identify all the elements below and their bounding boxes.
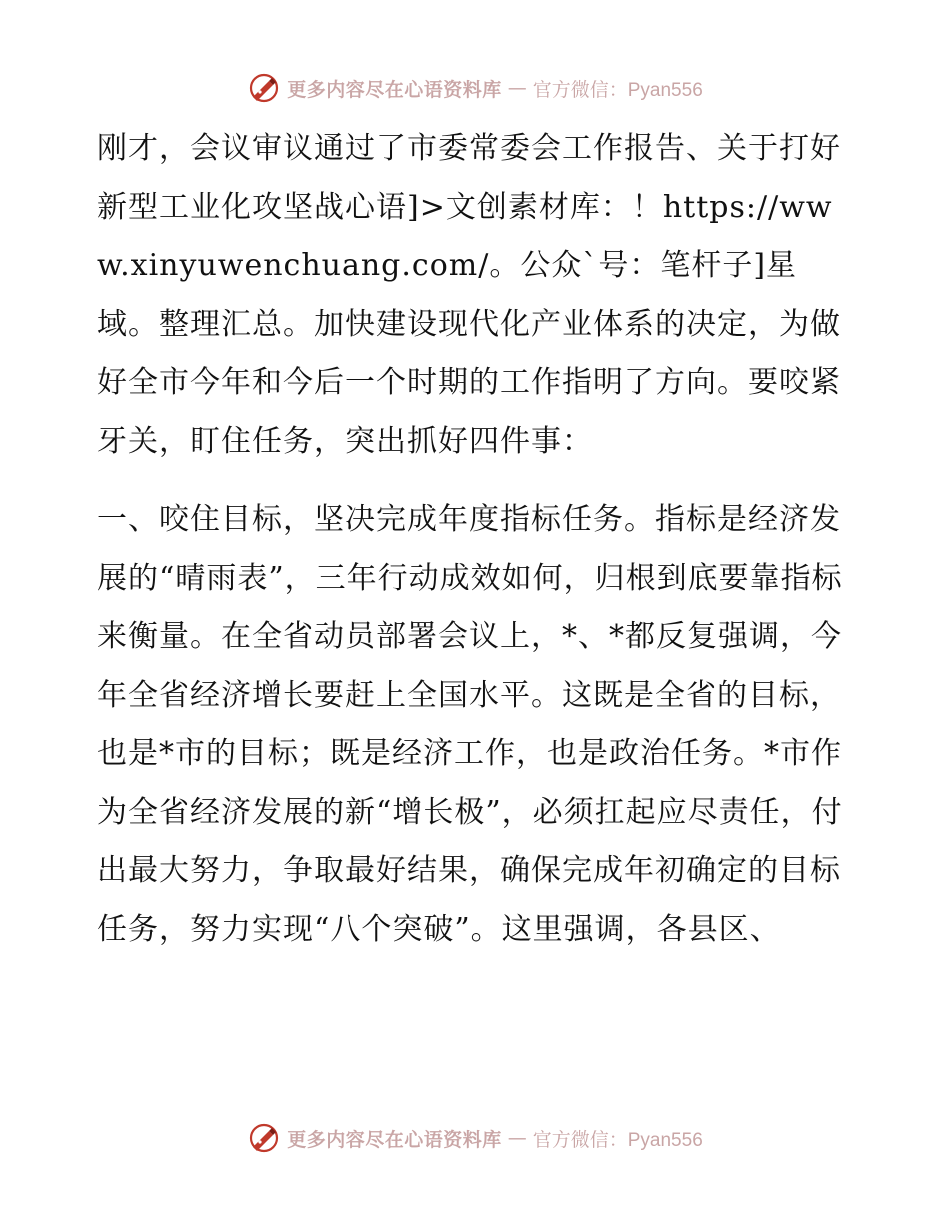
header-banner-text: 更多内容尽在心语资料库 xyxy=(287,78,502,101)
paragraph-intro: 刚才，会议审议通过了市委常委会工作报告、关于打好新型工业化攻坚战心语]>文创素材库：！https://www.xinyuwenchuang.com/。公众`号：笔杆子]星域。整理汇总。加快建设现代化产业体系的决定，为做好全市今年和今后一个时期的工作指明了方向。要咬紧牙关，盯住任务，突出抓好四件事： xyxy=(97,131,841,459)
header-banner-wechat: 官方微信：Pyan556 xyxy=(532,79,703,101)
footer-banner-text: 更多内容尽在心语资料库 xyxy=(287,1128,502,1151)
footer-banner-separator: — xyxy=(507,1127,527,1149)
pen-logo-icon xyxy=(247,1121,281,1155)
document-body xyxy=(97,120,857,959)
footer-banner-wechat: 官方微信：Pyan556 xyxy=(532,1129,703,1151)
header-banner-separator: — xyxy=(507,77,527,99)
header-banner xyxy=(0,68,950,108)
footer-banner xyxy=(0,1118,950,1158)
pen-logo-icon xyxy=(247,71,281,105)
paragraph-section-one: 一、咬住目标，坚决完成年度指标任务。指标是经济发展的“晴雨表”，三年行动成效如何，归根到底要靠指标来衡量。在全省动员部署会议上，*、*都反复强调，今年全省经济增长要赶上全国水平。这既是全省的目标，也是*市的目标；既是经济工作，也是政治任务。*市作为全省经济发展的新“增长极”，必须扛起应尽责任，付出最大努力，争取最好结果，确保完成年初确定的目标任务，努力实现“八个突破”。这里强调，各县区、 xyxy=(97,502,843,947)
